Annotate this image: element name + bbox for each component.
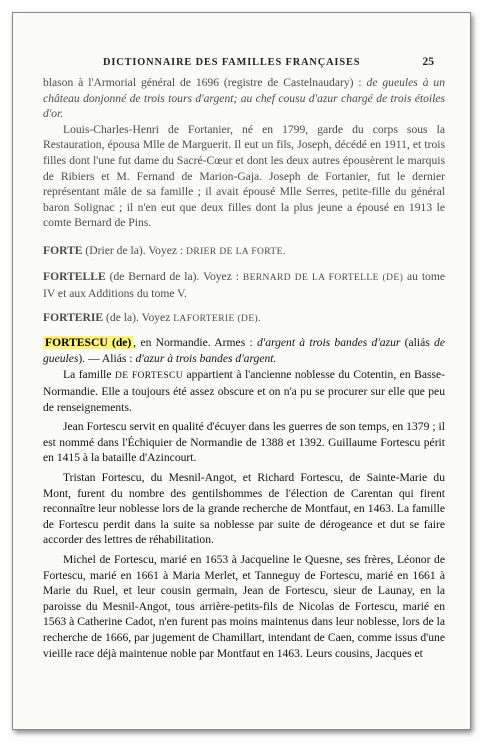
entry-forte-head: FORTE xyxy=(43,243,83,257)
entry-fortelle-head: FORTELLE xyxy=(43,269,106,283)
entry-fortescu: FORTESCU (de) , en Normandie. Armes : d'argent à trois bandes d'azur (aliás de gueules). — Aliás : d'azur à trois bandes d'argent. xyxy=(43,336,445,365)
paragraph-famille: La famille DE FORTESCU appartient à l'ancienne noblesse du Cotentin, en Basse-Normandie. Elle a toujours été assez obscure et on n'a pu se procurer sur elle que peu de renseignements. xyxy=(43,367,446,414)
entry-forterie: FORTERIE (de la). Voyez LAFORTERIE (DE). xyxy=(43,310,261,324)
running-title: DICTIONNAIRE DES FAMILLES FRANÇAISES xyxy=(103,57,361,68)
paragraph-tristan-fortescu: Tristan Fortescu, du Mesnil-Angot, et Richard Fortescu, de Sainte-Marie du Mont, furent du nombre des gentilshommes de l'élection de Carentan qui firent reconnaître leur noblesse lors de la grande recherche de Montfaut, en 1463. La famille de Fortescu perdit dans la suite sa noblesse par suite de dérogeance et dut se faire accorder des lettres de réhabilitation. xyxy=(43,471,445,547)
entry-forterie-ref: LAFORTERIE (DE). xyxy=(173,313,261,324)
paragraph-jean-fortescu: Jean Fortescu servit en qualité d'écuyer dans les guerres de son temps, en 1379 ; il est nommé dans l'Échiquier de Normandie de 1388 et 1392. Guillaume Fortescu périt en 1415 à la bataille d'Azincourt. xyxy=(43,420,445,465)
entry-forterie-head: FORTERIE xyxy=(43,310,104,324)
paragraph-louis-charles-henri: Louis-Charles-Henri de Fortanier, né en 1799, garde du corps sous la Restauration, épousa Mlle de Marguerit. Il eut un fils, Joseph, décédé en 1911, et trois filles dont l'une fut dame du Sacré-Cœur et dont les deux autres épousèrent le marquis de Ribiers et M. Fernand de Marion-Gaja. Joseph de Fortanier, fut le dernier représentant mâle de sa famille ; il avait épousé Mlle Serres, petite-fille du général baron Solignac ; il n'en eut que deux filles dont la plus jeune a épousé en 1913 le comte Bernard de Pins. xyxy=(43,122,445,230)
page-number: 25 xyxy=(422,56,434,68)
entry-forte-ref: DRIER DE LA FORTE. xyxy=(186,246,286,257)
paragraph-blason: blason à l'Armorial général de 1696 (registre de Castelnaudary) : de gueules à un château donjonné de trois tours d'argent; au chef cousu d'azur chargé de trois étoiles d'or. xyxy=(43,76,445,121)
entry-fortelle: FORTELLE (de Bernard de la). Voyez : BERNARD DE LA FORTELLE (DE) au tome IV et aux Additions du tome V. xyxy=(43,269,446,301)
entry-fortelle-ref: BERNARD DE LA FORTELLE (DE) xyxy=(242,272,404,283)
document-page xyxy=(12,12,471,730)
page-body xyxy=(43,75,445,661)
entry-fortescu-head-highlighted: FORTESCU (de) xyxy=(45,336,132,350)
page-header xyxy=(13,57,470,71)
entry-forte: FORTE (Drier de la). Voyez : DRIER DE LA FORTE. xyxy=(43,243,286,257)
famille-name: DE FORTESCU xyxy=(115,370,184,381)
paragraph-michel-fortescu: Michel de Fortescu, marié en 1653 à Jacqueline le Quesne, ses frères, Léonor de Fortescu, marié en 1661 à Maria Merlet, et Tanneguy de Fortescu, marié en 1661 à Marie du Ruel, et leur cousin germain, Jean de Fortescu, sieur de Launay, en la paroisse du Mesnil-Angot, tous arrière-petits-fils de Nicolas de Fortescu, marié en 1563 à Catherine Cadot, n'en furent pas moins maintenus dans leur noblesse, lors de la recherche de 1666, par jugement de Chamillart, intendant de Caen, comme issus d'une vieille race déjà maintenue noble par Montfaut en 1463. Leurs cousins, Jacques et xyxy=(43,553,445,660)
